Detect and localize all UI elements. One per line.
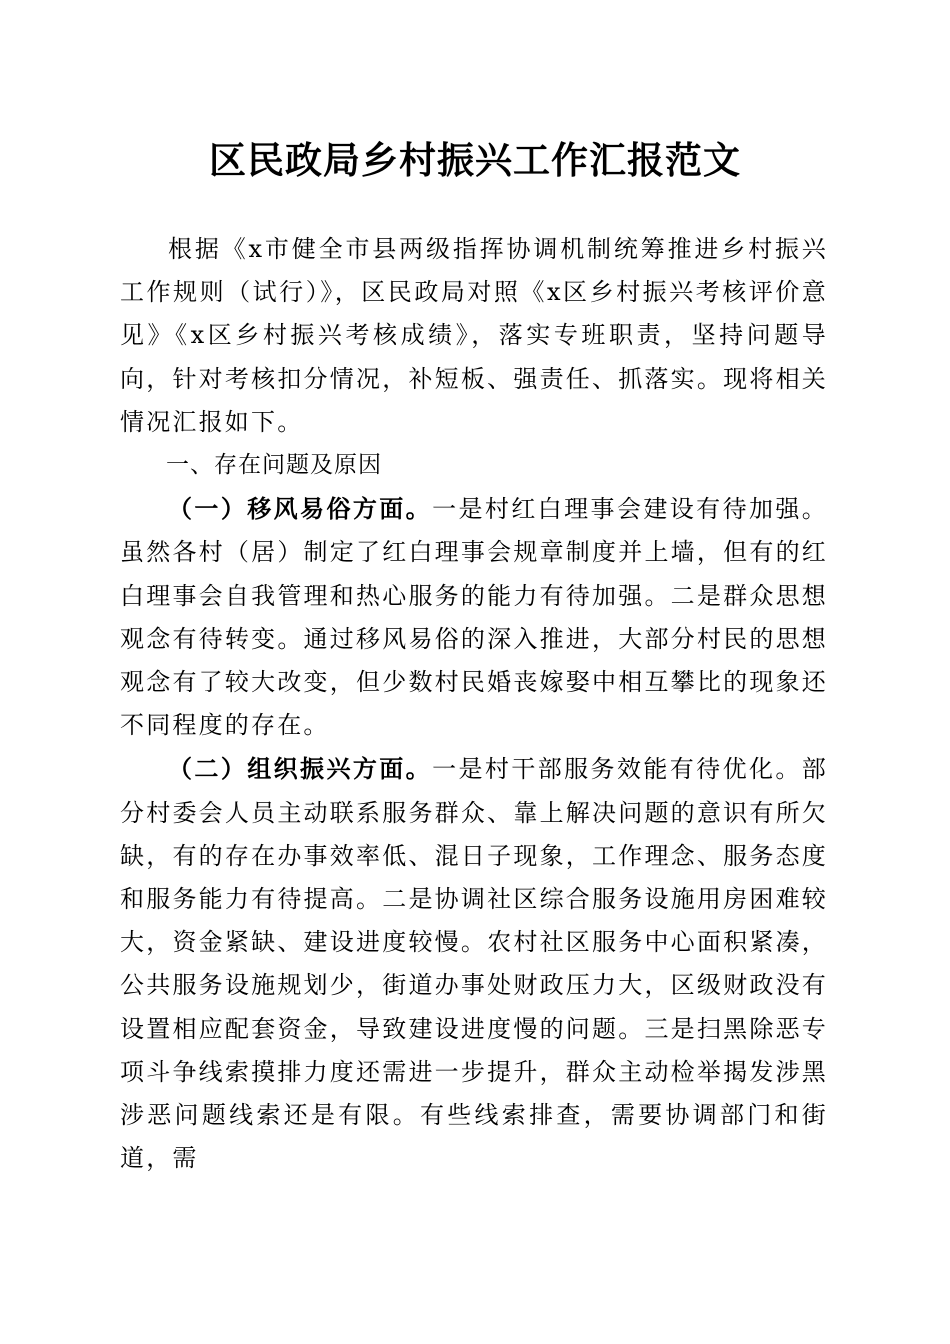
paragraph-text-1: 一是村红白理事会建设有待加强。虽然各村（居）制定了红白理事会规章制度并上墙，但有的红白理事会自我管理和热心服务的能力有待加强。二是群众思想观念有待转变。通过移风易俗的深入推进，大部分村民的思想观念有了较大改变，但少数村民婚丧嫁娶中相互攀比的现象还不同程度的存在。 — [120, 495, 829, 740]
section-heading: 一、存在问题及原因 — [166, 452, 382, 479]
paragraph-item-1 — [120, 487, 828, 747]
intro-paragraph: 根据《x市健全市县两级指挥协调机制统筹推进乡村振兴工作规则（试行）》，区民政局对照《x区乡村振兴考核评价意见》《x区乡村振兴考核成绩》，落实专班职责，坚持问题导向，针对考核扣分情况，补短板、强责任、抓落实。现将相关情况汇报如下。 — [120, 235, 828, 436]
document-body — [120, 228, 828, 1180]
subheading-2: （二）组织振兴方面。 — [168, 754, 433, 784]
subheading-1: （一）移风易俗方面。 — [168, 494, 433, 524]
paragraph-text-2: 一是村干部服务效能有待优化。部分村委会人员主动联系服务群众、靠上解决问题的意识有所欠缺，有的存在办事效率低、混日子现象，工作理念、服务态度和服务能力有待提高。二是协调社区综合服务设施用房困难较大，资金紧缺、建设进度较慢。农村社区服务中心面积紧凑，公共服务设施规划少，街道办事处财政压力大，区级财政没有设置相应配套资金，导致建设进度慢的问题。三是扫黑除恶专项斗争线索摸排力度还需进一步提升，群众主动检举揭发涉黑涉恶问题线索还是有限。有些线索排查，需要协调部门和街道，需 — [120, 755, 829, 1173]
document-title: 区民政局乡村振兴工作汇报范文 — [209, 138, 741, 182]
paragraph-item-2 — [120, 747, 828, 1180]
